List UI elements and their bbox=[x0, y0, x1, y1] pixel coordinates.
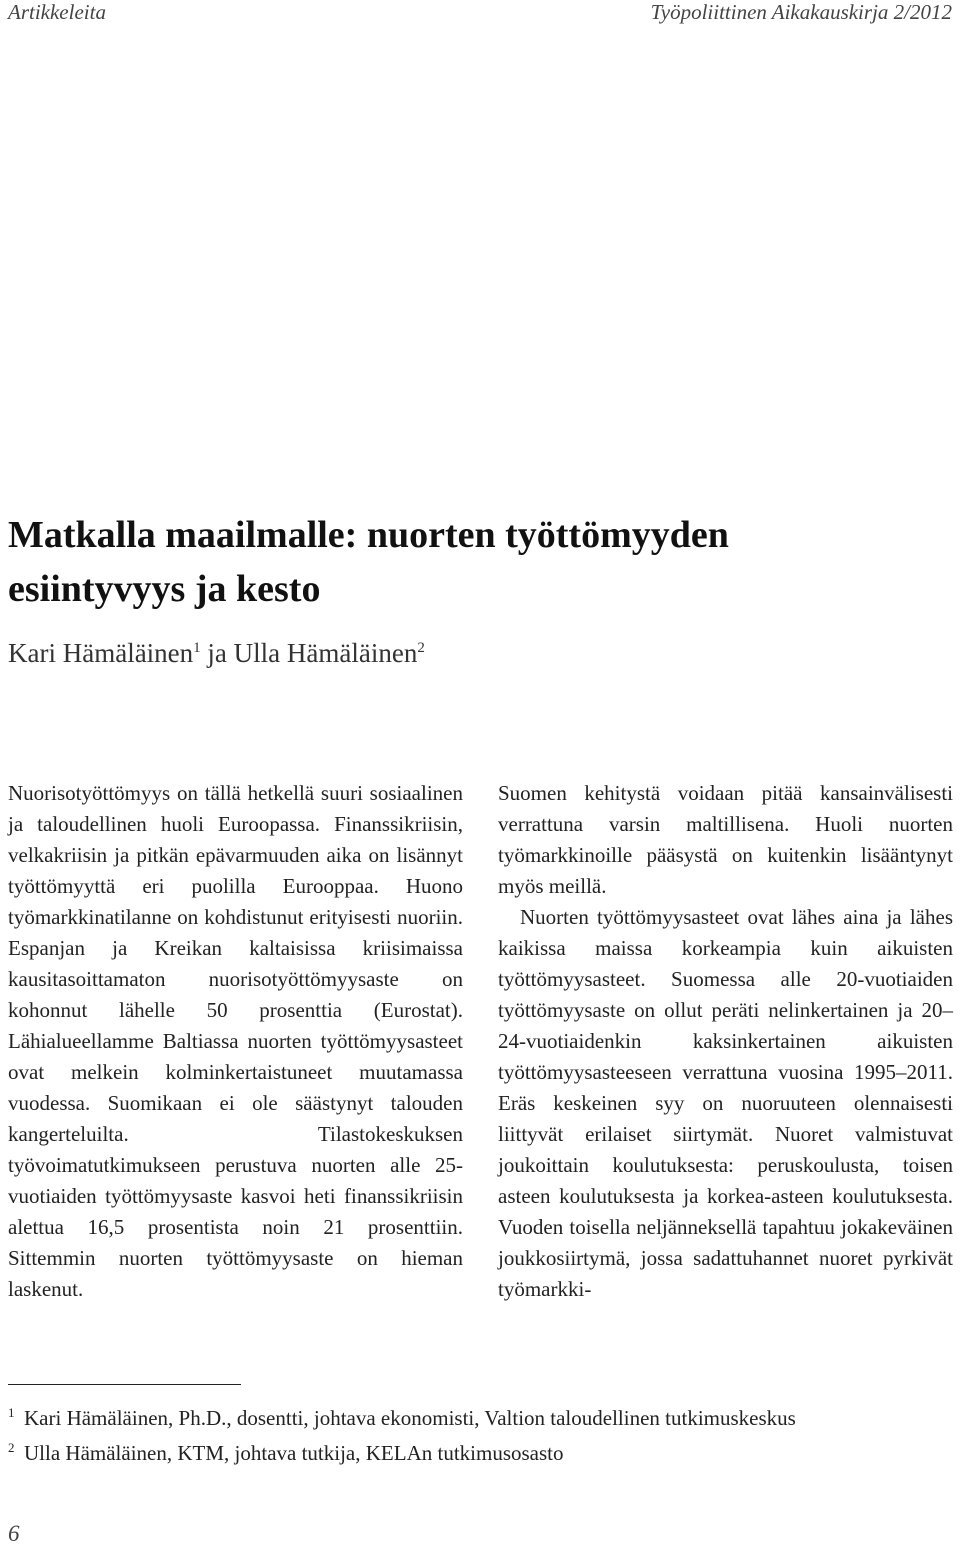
footnote-number: 1 bbox=[8, 1405, 15, 1420]
author-line bbox=[8, 638, 425, 669]
running-header bbox=[8, 0, 952, 25]
title-line-2: esiintyvyys ja kesto bbox=[8, 568, 321, 610]
section-label: Artikkeleita bbox=[8, 0, 106, 24]
body-column-left bbox=[8, 778, 463, 1305]
author-2-footnote-mark[interactable]: 2 bbox=[417, 640, 425, 656]
page-number: 6 bbox=[8, 1521, 20, 1546]
footnote-number: 2 bbox=[8, 1440, 15, 1455]
footnote-divider bbox=[8, 1384, 241, 1385]
paragraph: Suomen kehitystä voidaan pitää kansainvälisesti verrattuna varsin maltillisena. Huoli nuorten työmarkkinoille pääsystä on kuitenkin lisääntynyt myös meillä. bbox=[498, 781, 953, 898]
author-1: Kari Hämäläinen bbox=[8, 638, 194, 668]
author-separator: ja bbox=[200, 638, 234, 668]
footnote-2 bbox=[8, 1433, 948, 1468]
journal-label: Työpoliittinen Aikakauskirja 2/2012 bbox=[650, 0, 952, 24]
body-column-right bbox=[498, 778, 953, 1305]
article-title bbox=[8, 508, 908, 616]
paragraph: Nuorten työttömyysasteet ovat lähes aina ja lähes kaikissa maissa korkeampia kuin aikuisten työttömyysasteet. Suomessa alle 20-vuotiaiden työttömyysaste on ollut peräti nelinkertainen ja 20–24-vuotiaidenkin kaksinkertainen aikuisten työttömyysasteeseen verrattuna vuosina 1995–2011. Eräs keskeinen syy on nuoruuteen olennaisesti liittyvät erilaiset siirtymät. Nuoret valmistuvat joukoittain koulutuksesta: peruskoulusta, toisen asteen koulutuksesta ja korkea-asteen koulutuksesta. Vuoden toisella neljänneksellä tapahtuu jokakeväinen joukkosiirtymä, jossa sadattuhannet nuoret pyrkivät työmarkki- bbox=[498, 905, 953, 1301]
footnote-text: Ulla Hämäläinen, KTM, johtava tutkija, KELAn tutkimusosasto bbox=[24, 1441, 564, 1465]
footnote-1 bbox=[8, 1398, 948, 1433]
author-2: Ulla Hämäläinen bbox=[233, 638, 418, 668]
author-1-footnote-mark[interactable]: 1 bbox=[193, 640, 201, 656]
footnotes bbox=[8, 1398, 948, 1468]
title-line-1: Matkalla maailmalle: nuorten työttömyyden bbox=[8, 514, 729, 556]
paragraph: Nuorisotyöttömyys on tällä hetkellä suuri sosiaalinen ja taloudellinen huoli Euroopassa. Finanssikriisin, velkakriisin ja pitkän epävarmuuden aika on lisännyt työttömyyttä eri puolilla Eurooppaa. Huono työmarkkinatilanne on kohdistunut erityisesti nuoriin. Espanjan ja Kreikan kaltaisissa kriisimaissa kausitasoittamaton nuorisotyöttömyysaste on kohonnut lähelle 50 prosenttia (Eurostat). Lähialueellamme Baltiassa nuorten työttömyysasteet ovat melkein kolminkertaistuneet muutamassa vuodessa. Suomikaan ei ole säästynyt talouden kangerteluilta. Tilastokeskuksen työvoimatutkimukseen perustuva nuorten alle 25-vuotiaiden työttömyysaste kasvoi heti finanssikriisin alettua 16,5 prosentista noin 21 prosenttiin. Sittemmin nuorten työttömyysaste on hieman laskenut. bbox=[8, 781, 463, 1301]
footnote-text: Kari Hämäläinen, Ph.D., dosentti, johtava ekonomisti, Valtion taloudellinen tutkimuskeskus bbox=[24, 1406, 796, 1430]
